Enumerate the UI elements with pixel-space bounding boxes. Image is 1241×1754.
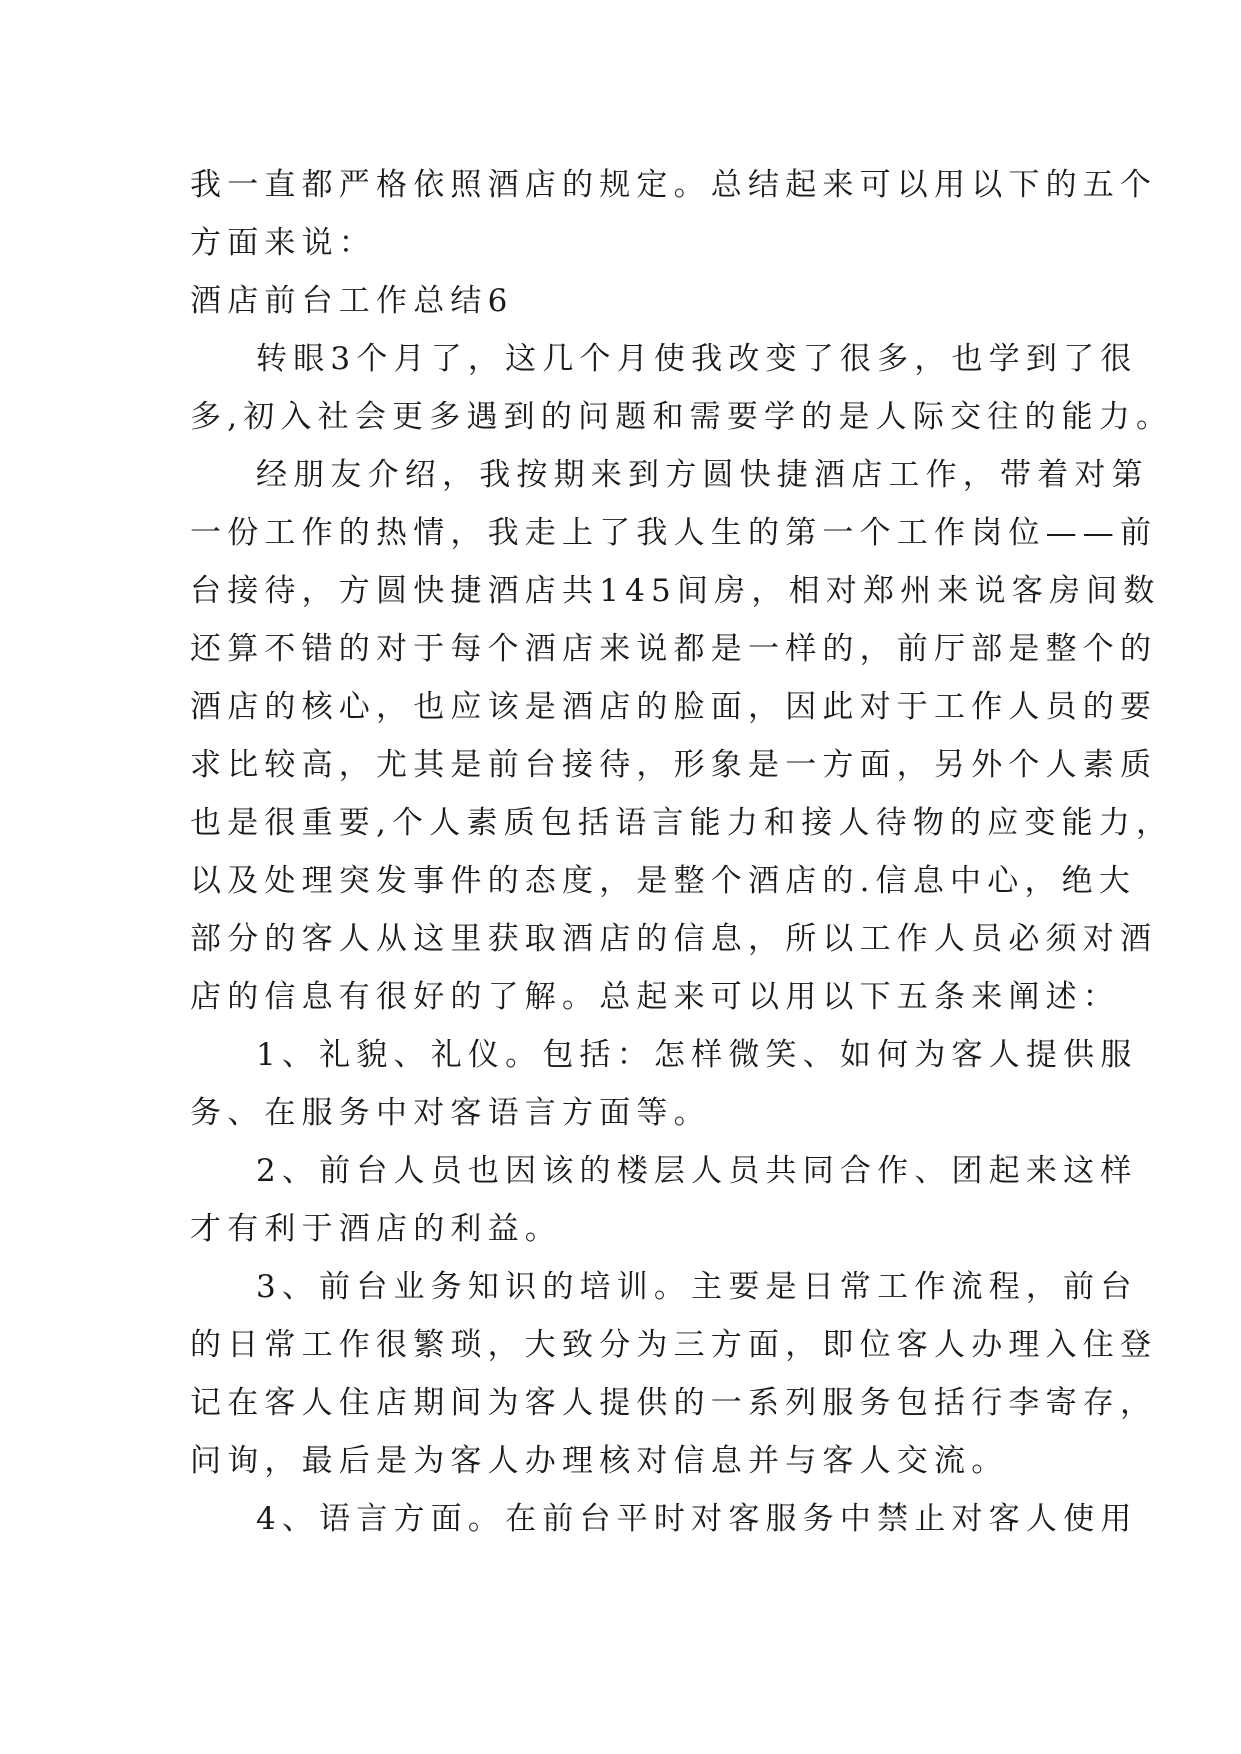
text-line: 务、在服务中对客语言方面等。	[190, 1095, 711, 1131]
text-line: 一份工作的热情，我走上了我人生的第一个工作岗位——前	[190, 515, 1158, 551]
list-item: 3、前台业务知识的培训。主要是日常工作流程，前台	[256, 1269, 1138, 1305]
text-line: 方面来说：	[190, 225, 376, 261]
document-body	[190, 156, 1174, 1548]
text-line: 的日常工作很繁琐，大致分为三方面，即位客人办理入住登	[190, 1327, 1158, 1363]
text-line: 店的信息有很好的了解。总起来可以用以下五条来阐述：	[190, 979, 1120, 1015]
text-line: 台接待，方圆快捷酒店共145间房，相对郑州来说客房间数	[190, 573, 1161, 609]
text-line: 以及处理突发事件的态度，是整个酒店的.信息中心，绝大	[190, 863, 1137, 899]
text-line: 部分的客人从这里获取酒店的信息，所以工作人员必须对酒	[190, 921, 1158, 957]
list-item: 4、语言方面。在前台平时对客服务中禁止对客人使用	[256, 1501, 1138, 1537]
text-line: 我一直都严格依照酒店的规定。总结起来可以用以下的五个	[190, 167, 1158, 203]
text-line: 多,初入社会更多遇到的问题和需要学的是人际交往的能力。	[190, 399, 1174, 435]
section-heading: 酒店前台工作总结6	[190, 283, 514, 319]
text-line: 还算不错的对于每个酒店来说都是一样的，前厅部是整个的	[190, 631, 1158, 667]
text-line: 求比较高，尤其是前台接待，形象是一方面，另外个人素质	[190, 747, 1158, 783]
text-line: 酒店的核心，也应该是酒店的脸面，因此对于工作人员的要	[190, 689, 1158, 725]
text-line: 经朋友介绍，我按期来到方圆快捷酒店工作，带着对第	[256, 457, 1149, 493]
list-item: 1、礼貌、礼仪。包括：怎样微笑、如何为客人提供服	[256, 1037, 1138, 1073]
text-line: 转眼3个月了，这几个月使我改变了很多，也学到了很	[256, 341, 1138, 377]
list-item: 2、前台人员也因该的楼层人员共同合作、团起来这样	[256, 1153, 1138, 1189]
text-line: 才有利于酒店的利益。	[190, 1211, 562, 1247]
text-line: 也是很重要,个人素质包括语言能力和接人待物的应变能力，	[190, 805, 1174, 841]
text-line: 记在客人住店期间为客人提供的一系列服务包括行李寄存，	[190, 1385, 1158, 1421]
text-line: 问询，最后是为客人办理核对信息并与客人交流。	[190, 1443, 1009, 1479]
